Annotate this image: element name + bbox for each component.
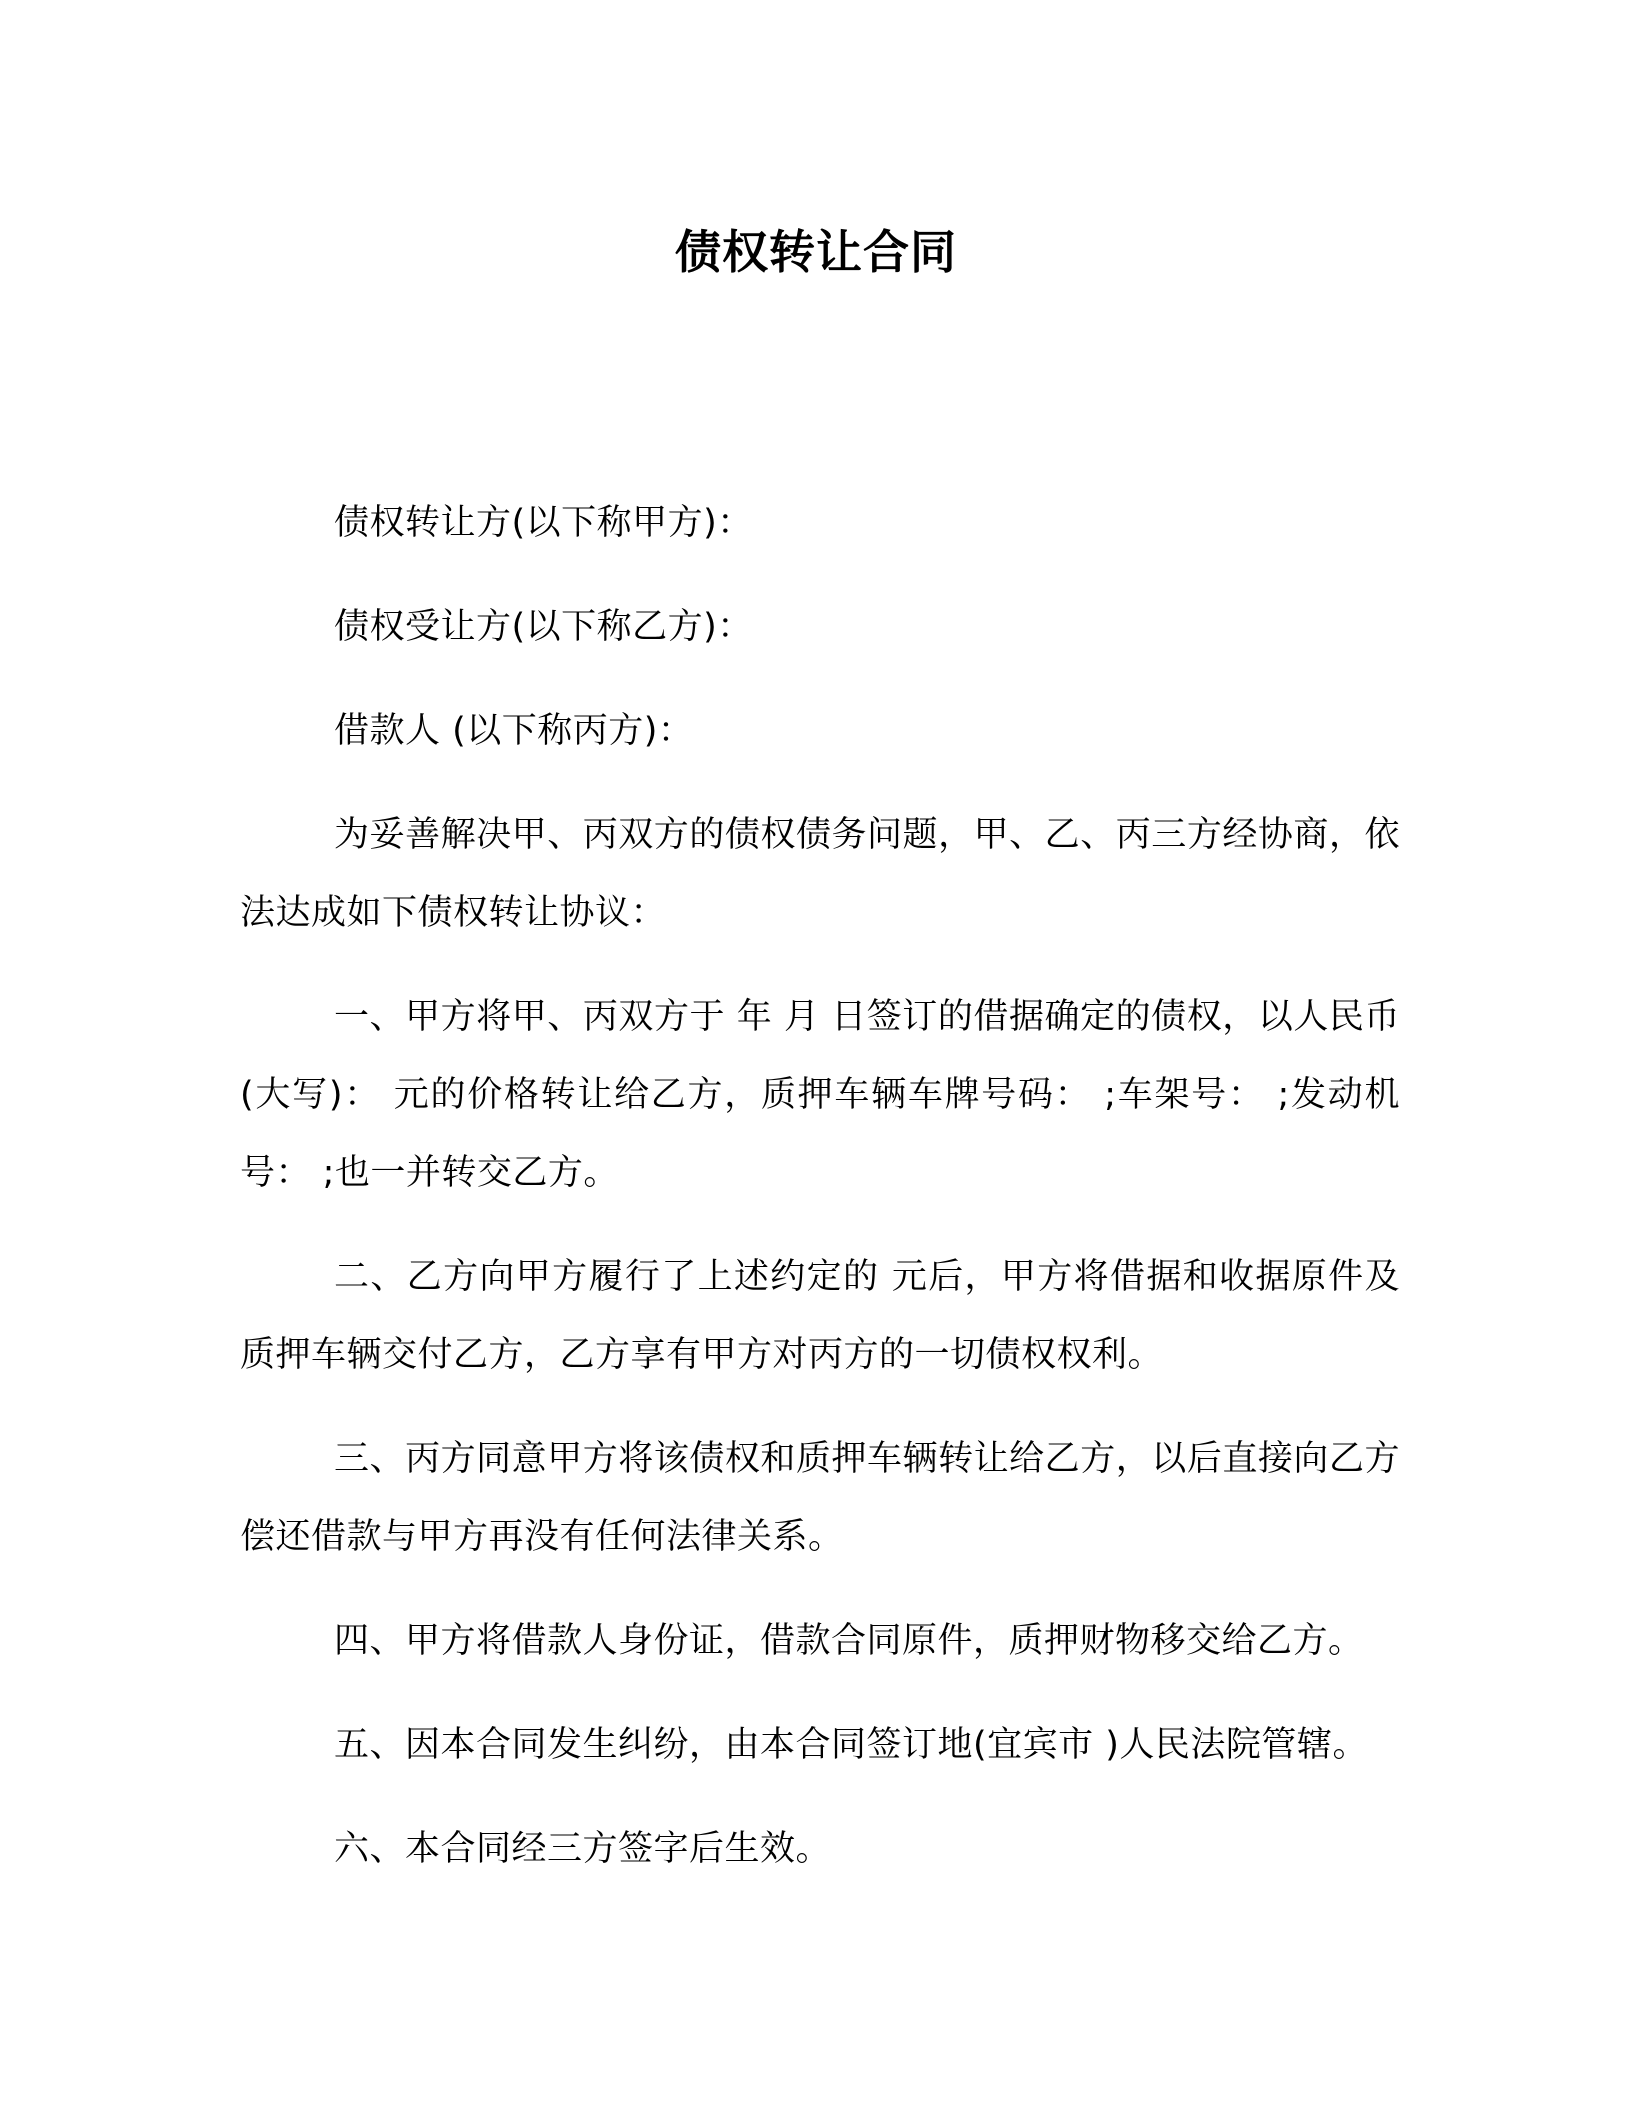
party-transferee: 债权受让方(以下称乙方)：	[334, 607, 753, 647]
clause-4: 四、甲方将借款人身份证，借款合同原件，质押财物移交给乙方。	[334, 1621, 1364, 1661]
party-transferor: 债权转让方(以下称甲方)：	[334, 503, 753, 543]
clause-1: 一、甲方将甲、丙双方于 年 月 日签订的借据确定的债权，以人民币(大写)： 元的价格转让给乙方，质押车辆车牌号码： ;车架号： ;发动机号： ;也一并转交乙方。	[240, 997, 1400, 1193]
party-borrower: 借款人 (以下称丙方)：	[334, 711, 694, 751]
document-title: 债权转让合同	[675, 225, 957, 279]
preamble-paragraph: 为妥善解决甲、丙双方的债权债务问题，甲、乙、丙三方经协商，依法达成如下债权转让协议：	[240, 815, 1400, 933]
document-body	[240, 484, 1400, 1888]
clause-6: 六、本合同经三方签字后生效。	[334, 1829, 832, 1869]
clause-3: 三、丙方同意甲方将该债权和质押车辆转让给乙方，以后直接向乙方偿还借款与甲方再没有任何法律关系。	[240, 1439, 1400, 1557]
clause-5: 五、因本合同发生纠纷，由本合同签订地(宜宾市 )人民法院管辖。	[334, 1725, 1368, 1765]
clause-2: 二、乙方向甲方履行了上述约定的 元后，甲方将借据和收据原件及质押车辆交付乙方，乙方享有甲方对丙方的一切债权权利。	[240, 1257, 1400, 1375]
